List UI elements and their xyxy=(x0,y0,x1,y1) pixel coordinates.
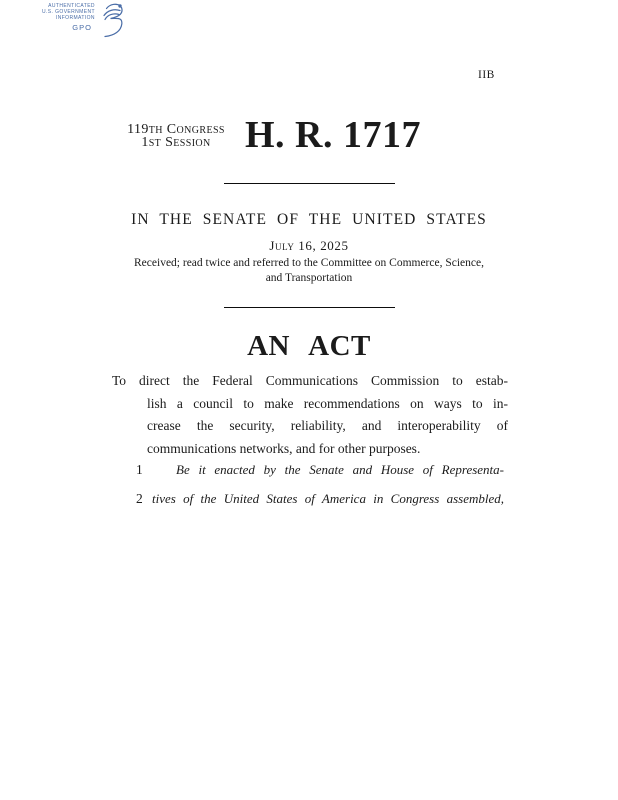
bill-number: H. R. 1717 xyxy=(245,114,421,156)
act-title: AN ACT xyxy=(247,330,371,362)
line-text: Be it enacted by the Senate and House of Representa- xyxy=(176,462,504,477)
chamber-heading: IN THE SENATE OF THE UNITED STATES xyxy=(131,211,487,228)
long-title-line: lish a council to make recommendations on ways to in- xyxy=(147,395,508,411)
action-text-line: and Transportation xyxy=(265,271,353,284)
line-number: 1 xyxy=(136,462,143,477)
enacting-clause xyxy=(136,462,508,520)
congress-session-block xyxy=(122,116,230,149)
action-text xyxy=(0,256,618,285)
action-text-line: Received; read twice and referred to the Committee on Commerce, Science, xyxy=(134,257,484,269)
gpo-seal-line: INFORMATION xyxy=(55,15,95,21)
calendar-doc-code: IIB xyxy=(478,69,495,81)
long-title-line: communications networks, and for other purposes. xyxy=(147,440,421,456)
gpo-seal-line: AUTHENTICATED xyxy=(48,3,95,9)
bill-text-line xyxy=(136,491,508,520)
bill-text-line xyxy=(136,462,508,491)
session-label: 1st Session xyxy=(141,135,211,150)
line-text: tives of the United States of America in Congress assembled, xyxy=(152,491,504,506)
gpo-seal xyxy=(42,3,123,40)
gpo-abbr-label: GPO xyxy=(72,23,92,32)
line-number: 2 xyxy=(136,491,143,506)
divider-rule-top xyxy=(224,183,395,184)
gpo-eagle-icon xyxy=(97,2,123,40)
long-title-line: To direct the Federal Communications Commission to estab- xyxy=(112,373,508,388)
gpo-authentication-text xyxy=(42,3,95,32)
congress-label: 119th Congress xyxy=(127,122,225,137)
bill-header xyxy=(122,116,421,154)
action-date: July 16, 2025 xyxy=(269,238,349,253)
long-title xyxy=(112,370,508,460)
long-title-line: crease the security, reliability, and interoperability of xyxy=(147,418,508,434)
gpo-seal-line: U.S. GOVERNMENT xyxy=(42,9,95,15)
divider-rule-middle xyxy=(224,307,395,308)
